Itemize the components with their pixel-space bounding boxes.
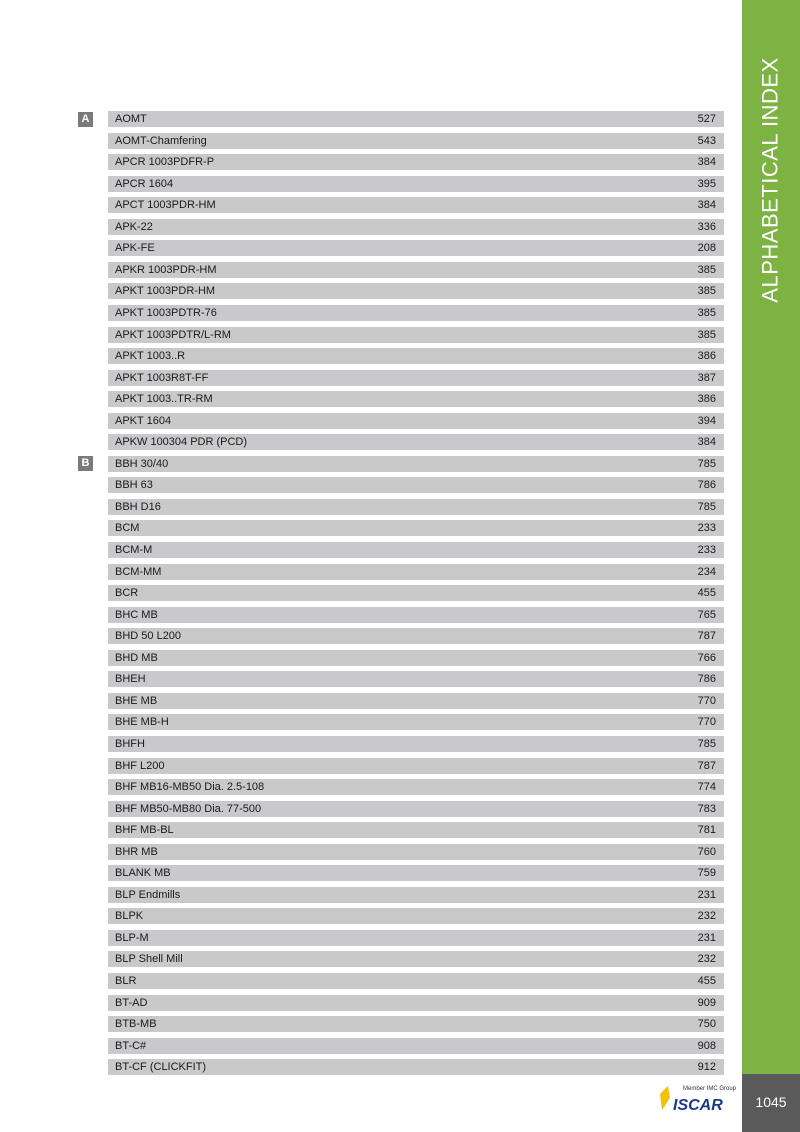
logo-tagline: Member IMC Group bbox=[683, 1086, 737, 1092]
entry-page: 231 bbox=[697, 931, 716, 944]
entry-name: BT-AD bbox=[115, 996, 148, 1009]
entry-page: 336 bbox=[697, 220, 716, 233]
index-row[interactable] bbox=[108, 370, 724, 386]
index-row[interactable] bbox=[108, 434, 724, 450]
entry-name: BCM-MM bbox=[115, 565, 162, 578]
entry-page: 231 bbox=[697, 888, 716, 901]
index-row[interactable] bbox=[108, 154, 724, 170]
index-row[interactable] bbox=[108, 1059, 724, 1075]
entry-page: 386 bbox=[697, 350, 716, 363]
entry-name: APKT 1003R8T-FF bbox=[115, 371, 209, 384]
entry-name: BHR MB bbox=[115, 845, 158, 858]
entry-page: 232 bbox=[697, 910, 716, 923]
index-row[interactable] bbox=[108, 951, 724, 967]
entry-page: 781 bbox=[697, 824, 716, 837]
entry-page: 750 bbox=[697, 1018, 716, 1031]
entry-page: 385 bbox=[697, 263, 716, 276]
index-row[interactable] bbox=[108, 865, 724, 881]
entry-name: APKT 1003PDTR/L-RM bbox=[115, 328, 231, 341]
entry-page: 759 bbox=[697, 867, 716, 880]
entry-page: 233 bbox=[697, 522, 716, 535]
entry-name: APCR 1003PDFR-P bbox=[115, 156, 215, 169]
index-row[interactable] bbox=[108, 822, 724, 838]
entry-name: AOMT bbox=[115, 113, 147, 125]
entry-page: 527 bbox=[697, 113, 716, 125]
entry-name: APKT 1003PDR-HM bbox=[115, 285, 216, 298]
entry-page: 787 bbox=[697, 630, 716, 643]
entry-name: BHC MB bbox=[115, 608, 158, 621]
entry-name: BLPK bbox=[115, 910, 144, 923]
entry-page: 765 bbox=[697, 608, 716, 621]
index-row[interactable] bbox=[108, 908, 724, 924]
entry-name: BLP Endmills bbox=[115, 888, 181, 901]
entry-page: 232 bbox=[697, 953, 716, 966]
index-row[interactable] bbox=[108, 714, 724, 730]
index-row[interactable] bbox=[108, 283, 724, 299]
entry-page: 543 bbox=[697, 134, 716, 147]
index-row[interactable] bbox=[108, 607, 724, 623]
index-row[interactable] bbox=[108, 693, 724, 709]
entry-page: 208 bbox=[697, 242, 716, 255]
iscar-logo bbox=[658, 1084, 730, 1114]
entry-page: 760 bbox=[697, 845, 716, 858]
entry-name: BBH D16 bbox=[115, 500, 161, 513]
entry-page: 766 bbox=[697, 651, 716, 664]
entry-page: 395 bbox=[697, 177, 716, 190]
entry-page: 786 bbox=[697, 479, 716, 492]
entry-page: 786 bbox=[697, 673, 716, 686]
entry-page: 770 bbox=[697, 694, 716, 707]
index-row[interactable] bbox=[108, 111, 724, 127]
entry-page: 787 bbox=[697, 759, 716, 772]
entry-page: 455 bbox=[697, 975, 716, 987]
index-row[interactable] bbox=[108, 671, 724, 687]
index-row[interactable] bbox=[108, 585, 724, 601]
index-row[interactable] bbox=[108, 650, 724, 666]
entry-name: APK-22 bbox=[115, 220, 153, 233]
entry-name: BHF L200 bbox=[115, 759, 165, 772]
index-row[interactable] bbox=[108, 391, 724, 407]
index-row[interactable] bbox=[108, 1038, 724, 1054]
index-row[interactable] bbox=[108, 477, 724, 493]
entry-name: BBH 30/40 bbox=[115, 457, 169, 470]
index-row[interactable] bbox=[108, 628, 724, 644]
section-letter-b: B bbox=[78, 456, 93, 471]
entry-page: 386 bbox=[697, 393, 716, 406]
entry-name: AOMT-Chamfering bbox=[115, 134, 207, 147]
index-row[interactable] bbox=[108, 930, 724, 946]
entry-name: APCT 1003PDR-HM bbox=[115, 199, 216, 212]
entry-name: BT-CF (CLICKFIT) bbox=[115, 1061, 207, 1074]
entry-page: 783 bbox=[697, 802, 716, 815]
side-title-text: ALPHABETICAL INDEX bbox=[758, 57, 783, 303]
logo-text: ISCAR bbox=[673, 1097, 723, 1114]
entry-name: BCM-M bbox=[115, 544, 153, 556]
entry-page: 385 bbox=[697, 328, 716, 341]
entry-page: 384 bbox=[697, 199, 716, 212]
index-row[interactable] bbox=[108, 348, 724, 364]
index-row[interactable] bbox=[108, 1016, 724, 1032]
side-title bbox=[742, 40, 800, 320]
entry-page: 785 bbox=[697, 500, 716, 513]
entry-name: BLP-M bbox=[115, 931, 149, 944]
index-row[interactable] bbox=[108, 219, 724, 235]
entry-page: 785 bbox=[697, 457, 716, 470]
entry-name: BHFH bbox=[115, 737, 145, 750]
index-row[interactable] bbox=[108, 973, 724, 989]
entry-name: BHE MB-H bbox=[115, 716, 169, 729]
entry-name: BHEH bbox=[115, 673, 146, 686]
index-row[interactable] bbox=[108, 801, 724, 817]
entry-name: APKT 1003PDTR-76 bbox=[115, 306, 217, 319]
entry-name: BCM bbox=[115, 522, 140, 535]
entry-name: BHF MB-BL bbox=[115, 824, 174, 837]
entry-name: BLP Shell Mill bbox=[115, 953, 183, 966]
entry-name: BLANK MB bbox=[115, 867, 171, 880]
index-row[interactable] bbox=[108, 995, 724, 1011]
index-row[interactable] bbox=[108, 779, 724, 795]
entry-name: BTB-MB bbox=[115, 1018, 157, 1031]
index-row[interactable] bbox=[108, 456, 724, 472]
index-row[interactable] bbox=[108, 197, 724, 213]
entry-page: 384 bbox=[697, 156, 716, 169]
entry-page: 455 bbox=[697, 587, 716, 600]
entry-name: BHF MB50-MB80 Dia. 77-500 bbox=[115, 802, 262, 815]
index-row[interactable] bbox=[108, 844, 724, 860]
index-row[interactable] bbox=[108, 176, 724, 192]
page-number: 1045 bbox=[755, 1094, 787, 1110]
entry-name: APKT 1604 bbox=[115, 414, 172, 427]
entry-name: APKT 1003..TR-RM bbox=[115, 393, 213, 406]
entry-page: 785 bbox=[697, 737, 716, 750]
entry-page: 233 bbox=[697, 544, 716, 556]
index-row[interactable] bbox=[108, 520, 724, 536]
entry-name: APK-FE bbox=[115, 242, 155, 255]
entry-name: BCR bbox=[115, 587, 139, 600]
index-row[interactable] bbox=[108, 413, 724, 429]
entry-name: BHE MB bbox=[115, 694, 158, 707]
index-row[interactable] bbox=[108, 240, 724, 256]
index-row[interactable] bbox=[108, 133, 724, 149]
entry-page: 234 bbox=[697, 565, 716, 578]
entry-name: APCR 1604 bbox=[115, 177, 174, 190]
entry-page: 394 bbox=[697, 414, 716, 427]
index-row[interactable] bbox=[108, 499, 724, 515]
index-row[interactable] bbox=[108, 564, 724, 580]
entry-name: BBH 63 bbox=[115, 479, 153, 492]
index-row[interactable] bbox=[108, 262, 724, 278]
entry-page: 908 bbox=[697, 1039, 716, 1052]
entry-page: 909 bbox=[697, 996, 716, 1009]
index-row[interactable] bbox=[108, 327, 724, 343]
index-row[interactable] bbox=[108, 736, 724, 752]
index-row[interactable] bbox=[108, 758, 724, 774]
entry-page: 384 bbox=[697, 436, 716, 449]
entry-name: BHD 50 L200 bbox=[115, 630, 182, 643]
entry-name: BT-C# bbox=[115, 1039, 147, 1052]
entry-page: 385 bbox=[697, 285, 716, 298]
entry-name: BHF MB16-MB50 Dia. 2.5-108 bbox=[115, 781, 265, 794]
entry-page: 770 bbox=[697, 716, 716, 729]
entry-page: 774 bbox=[697, 781, 716, 794]
entry-name: BLR bbox=[115, 975, 137, 987]
index-row[interactable] bbox=[108, 542, 724, 558]
entry-name: BHD MB bbox=[115, 651, 158, 664]
entry-name: APKW 100304 PDR (PCD) bbox=[115, 436, 248, 449]
entry-page: 385 bbox=[697, 306, 716, 319]
entry-page: 387 bbox=[697, 371, 716, 384]
entry-page: 912 bbox=[697, 1061, 716, 1074]
index-row[interactable] bbox=[108, 887, 724, 903]
entry-name: APKR 1003PDR-HM bbox=[115, 263, 217, 276]
entry-name: APKT 1003..R bbox=[115, 350, 186, 363]
index-row[interactable] bbox=[108, 305, 724, 321]
section-letter-a: A bbox=[78, 112, 93, 127]
